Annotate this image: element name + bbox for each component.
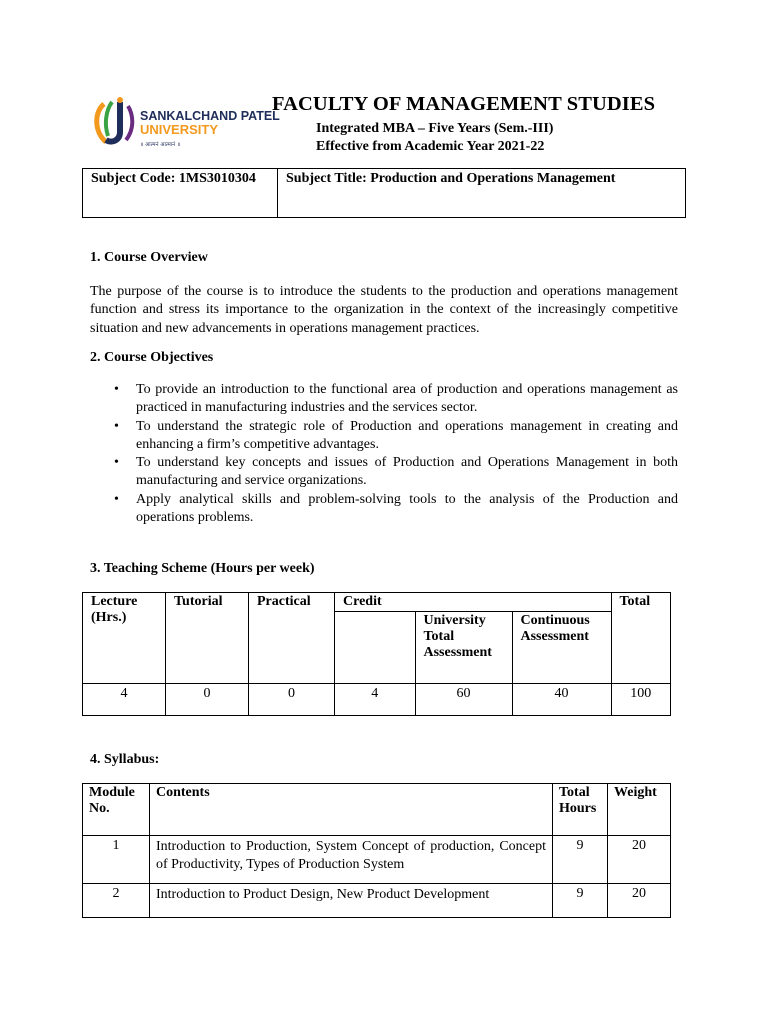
objectives-list (90, 381, 678, 527)
module-weight: 20 (608, 884, 671, 918)
module-hours: 9 (553, 836, 608, 884)
list-item (90, 454, 678, 491)
teaching-heading: 3. Teaching Scheme (Hours per week) (90, 561, 315, 576)
subject-title: Subject Title: Production and Operations Management (278, 169, 686, 218)
header-continuous: Continuous Assessment (512, 612, 611, 684)
module-contents: Introduction to Product Design, New Product Development (150, 884, 553, 918)
syllabus-heading: 4. Syllabus: (90, 752, 160, 767)
header-credit: Credit (335, 593, 416, 612)
teaching-table (82, 592, 671, 716)
header-practical: Practical (249, 593, 335, 684)
bullet: • (114, 455, 119, 471)
value-total: 100 (611, 684, 671, 716)
list-item (90, 418, 678, 455)
overview-text: The purpose of the course is to introduce the students to the production and operations management function and stress its importance to the organization in the context of the increasingly competitive situation and new advancements in operations management practices. (90, 284, 678, 336)
header-weight: Weight (608, 784, 671, 836)
objectives-heading: 2. Course Objectives (90, 350, 214, 365)
value-practical: 0 (249, 684, 335, 716)
objective-text: To understand key concepts and issues of Production and Operations Management in both manufacturing and service organizations. (136, 455, 678, 489)
bullet: • (114, 382, 119, 397)
overview-heading: 1. Course Overview (90, 250, 208, 265)
module-weight: 20 (608, 836, 671, 884)
module-hours: 9 (553, 884, 608, 918)
bullet: • (114, 491, 119, 507)
table-row (83, 836, 671, 884)
logo-line1: SANKALCHAND PATEL (140, 109, 280, 123)
syllabus-table (82, 783, 671, 918)
value-tutorial: 0 (166, 684, 249, 716)
header-tutorial: Tutorial (166, 593, 249, 684)
university-logo (90, 96, 280, 152)
table-row (83, 884, 671, 918)
objective-text: Apply analytical skills and problem-solving tools to the analysis of the Production and operations problems. (136, 491, 678, 526)
header-group (415, 593, 611, 612)
value-credit: 4 (335, 684, 416, 716)
header-lecture: Lecture (Hrs.) (83, 593, 166, 684)
objective-text: To provide an introduction to the functional area of production and operations management as practiced in manufacturing industries and the services sector. (136, 382, 678, 416)
list-item (90, 381, 678, 418)
objective-text: To understand the strategic role of Production and operations management in creating and enhancing a firm’s competitive advantages. (136, 418, 678, 452)
value-university: 60 (415, 684, 512, 716)
module-contents: Introduction to Production, System Concept of production, Concept of Productivity, Types of Production System (150, 836, 553, 884)
list-item (90, 491, 678, 528)
value-lecture: 4 (83, 684, 166, 716)
logo-line2: UNIVERSITY (140, 122, 219, 137)
program-name: Integrated MBA – Five Years (Sem.-III) (316, 121, 554, 136)
logo-emblem-icon (90, 96, 280, 152)
value-continuous: 40 (512, 684, 611, 716)
logo-tagline: ॥ आत्मनं आत्मानं ॥ (140, 142, 181, 148)
header-credit-cont (335, 612, 416, 684)
subject-code: Subject Code: 1MS3010304 (83, 169, 278, 218)
header-module: Module No. (83, 784, 150, 836)
header-hours: Total Hours (553, 784, 608, 836)
faculty-title: FACULTY OF MANAGEMENT STUDIES (272, 93, 656, 115)
header-contents: Contents (150, 784, 553, 836)
module-no: 1 (83, 836, 150, 884)
module-no: 2 (83, 884, 150, 918)
effective-year: Effective from Academic Year 2021-22 (316, 139, 545, 154)
header-university: University Total Assessment (415, 612, 512, 684)
subject-table (82, 168, 686, 218)
bullet: • (114, 418, 119, 434)
header-total: Total (611, 593, 671, 684)
